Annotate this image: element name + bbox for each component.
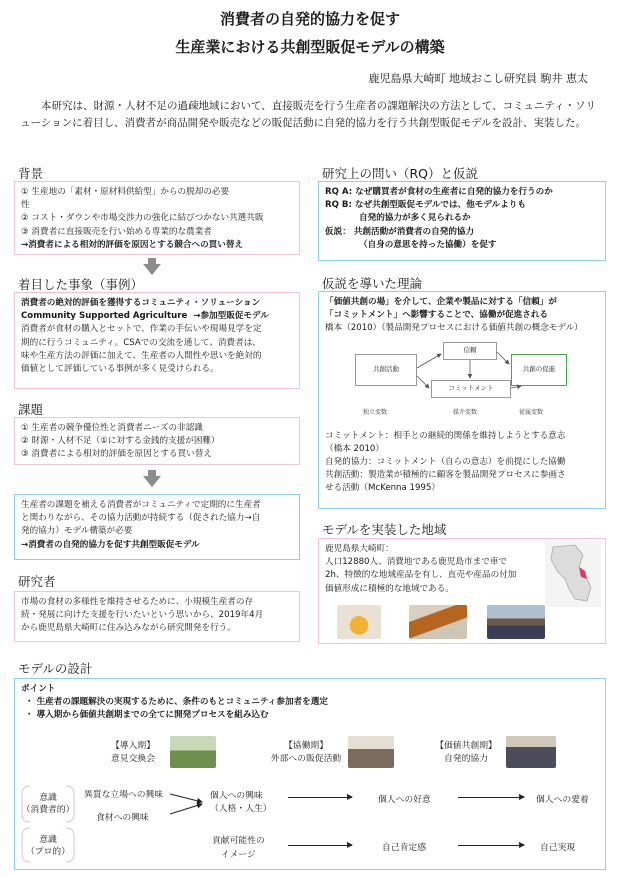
- row-pro-a: 意識: [39, 835, 57, 845]
- region-line1: 鹿児島県大崎町：: [325, 544, 394, 554]
- row-consumer-a: 意識: [39, 793, 57, 803]
- theory-def3: 共創活動：製造業が積極的に顧客を製品開発プロセスに参画さ: [325, 470, 566, 481]
- case-line6: 価値として評価している事例が多く見受けられる。: [21, 364, 219, 375]
- group-photo: [487, 605, 545, 639]
- rq-box: [318, 181, 606, 261]
- model-box: [14, 678, 606, 870]
- diagram-label-independent: 独立変数: [363, 408, 388, 416]
- solution-box: [14, 494, 300, 560]
- case-line3: 消費者が食材の購入とセットで、作業の手伝いや現場見学を定: [21, 324, 262, 335]
- stage-intro: [96, 740, 170, 766]
- intro-photo: [170, 736, 216, 768]
- flow-self-esteem: 自己肯定感: [382, 843, 426, 853]
- background-line4: →消費者による相対的評価を原因とする競合への買い替え: [21, 239, 244, 250]
- collab-photo: [348, 736, 394, 768]
- case-line4: 期的に行うコミュニティ。CSAでの交流を通して、消費者は、: [21, 337, 261, 348]
- flow-interest-food: 食材への興味: [96, 813, 149, 823]
- researcher-box: [14, 591, 300, 642]
- model-point-title: ポイント: [21, 684, 56, 694]
- background-line2: ② コスト・ダウンや市場交渉力の強化に結びつかない共選共販: [21, 213, 264, 224]
- researcher-line2: 続・発展に向けた支援を行いたいという思いから、2019年4月: [21, 610, 264, 621]
- down-arrow-icon: [143, 470, 161, 487]
- hypothesis-label: 仮説：: [325, 226, 351, 237]
- row-consumer: [18, 792, 78, 816]
- model-point2: ・ 導入期から価値共創期までの全てに開発プロセスを組み込む: [25, 710, 269, 721]
- flow-interest-person-b: （人格・人生）: [210, 804, 272, 814]
- row-pro-b: （プロ的）: [26, 847, 70, 857]
- theory-citation: 橋本（2010）（製品開発プロセスにおける価値共創の概念モデル）: [325, 323, 583, 334]
- case-line1: 消費者の絶対的評価を獲得するコミュニティ・ソリューション: [21, 298, 261, 308]
- background-line1: ① 生産地の「素材・原材料供給型」からの脱却の必要: [21, 187, 230, 197]
- hypothesis-text2: （自身の意思を持った協働）を促す: [359, 239, 497, 250]
- theory-diagram: [325, 338, 599, 430]
- flow-liking: 個人への好意: [378, 795, 431, 805]
- down-arrow-icon: [143, 258, 161, 275]
- case-line2a: Community Supported Agriculture: [21, 311, 188, 322]
- flow-arrow: [288, 797, 352, 798]
- diagram-box-commitment: コミットメント: [431, 380, 511, 398]
- solution-line4: →消費者の自発的協力を促す共創型販促モデル: [21, 539, 200, 550]
- theory-quote1: 「価値共創の場」を介して、企業や製品に対する「信頼」が: [325, 297, 557, 307]
- flow-self-realization: 自己実現: [540, 843, 576, 853]
- region-title: モデルを実装した地域: [322, 522, 447, 537]
- page-title-line2: 生産業における共創型販促モデルの構築: [175, 38, 445, 56]
- stage-intro-desc: 意見交換会: [111, 754, 155, 764]
- theory-def1b: （橋本 2010）: [325, 443, 384, 454]
- row-pro: [18, 834, 78, 858]
- issues-line3: ③ 消費者による相対的評価を原因とする買い替え: [21, 449, 212, 460]
- flow-merge-arrows: [168, 788, 208, 818]
- researcher-line3: から鹿児島県大崎町に住み込みながら研究開発を行う。: [21, 623, 236, 634]
- rq-title: 研究上の問い（RQ）と仮説: [322, 166, 479, 181]
- map-image: [545, 541, 601, 607]
- stage-collab-desc: 外部への販促活動: [270, 754, 342, 764]
- flow-contribution-b: イメージ: [220, 850, 256, 860]
- flow-interest-other: 異質な立場への興味: [84, 790, 164, 800]
- model-point1: ・ 生産者の課題解決の実現するために、条件のもとコミュニティ参加者を選定: [25, 697, 328, 708]
- flow-interest-person-a: 個人への興味: [210, 791, 263, 801]
- diagram-label-dependent: 従属変数: [519, 408, 544, 416]
- region-line3: 2h、特徴的な地域産品を有し、直売や産品の付加: [325, 570, 517, 581]
- theory-def3b: せる活動（McKenna 1995）: [325, 483, 440, 494]
- region-line2: 人口12880人、消費地である鹿児島市まで車で: [325, 557, 508, 568]
- issues-line2: ② 財源・人材不足（①に対する金銭的支援が困難）: [21, 436, 220, 447]
- rq-b-text1: なぜ共創型販促モデルでは、他モデルよりも: [354, 200, 526, 211]
- flow-arrow: [288, 845, 352, 846]
- author: 鹿児島県大崎町 地域おこし研究員 駒井 恵太: [368, 72, 588, 85]
- stage-intro-label: 【導入期】: [111, 741, 155, 751]
- value-photo: [506, 736, 556, 768]
- stage-collab-label: 【協働期】: [284, 741, 328, 751]
- stage-value: [426, 740, 506, 766]
- region-line4: 価値形成に積極的な地域である。: [325, 583, 454, 594]
- region-box: [318, 538, 606, 644]
- issues-title: 課題: [18, 402, 44, 417]
- mango-photo: [337, 605, 381, 639]
- diagram-box-trust: 信頼: [443, 342, 497, 360]
- issues-box: [14, 417, 300, 465]
- hypothesis-text1: 共創活動が消費者の自発的協力: [353, 226, 475, 237]
- solution-line1: 生産者の課題を補える消費者がコミュニティで定期的に生産者: [21, 500, 261, 510]
- theory-title: 仮説を導いた理論: [322, 276, 423, 291]
- theory-quote2: 「コミットメント」へ影響することで、協働が促進される: [325, 310, 549, 321]
- theory-def1: コミットメント：相手との継続的関係を維持しようとする意志: [325, 430, 566, 441]
- case-line2b: →参加型販促モデル: [193, 311, 269, 322]
- flow-contribution: [212, 834, 265, 862]
- background-box: [14, 181, 300, 255]
- issues-line1: ① 生産者の競争優位性と消費者ニーズの非認識: [21, 423, 203, 433]
- intro-paragraph: 本研究は、財源・人材不足の過疎地域において、直接販売を行う生産者の課題解決の方法として、コミュニティ・ソリューションに着目し、消費者が商品開発や販売などの販促活動に自発的協力を行う共創型販促モデルを設計、実装した。: [20, 100, 597, 129]
- case-box: [14, 292, 300, 389]
- diagram-label-mediator: 媒介変数: [453, 408, 478, 416]
- solution-line2: と関わりながら、その協力活動が持続する（促された協力→自: [21, 513, 261, 524]
- flow-arrow: [458, 797, 524, 798]
- page-title-line1: 消費者の自発的協力を促す: [219, 10, 400, 28]
- stage-value-desc: 自発的協力: [444, 754, 488, 764]
- rq-b-text2: 自発的協力が多く見られるか: [359, 213, 471, 224]
- rq-a-label: RQ A:: [325, 187, 353, 197]
- background-line3: ③ 消費者に直接販売を行い始める専業的な農業者: [21, 226, 212, 237]
- background-line1b: 性: [21, 200, 30, 211]
- diagram-box-promotion: 共創の促進: [511, 354, 567, 386]
- researcher-line1: 市場の食材の多様性を維持させるために、小規模生産者の存: [21, 597, 254, 607]
- stage-value-label: 【価値共創期】: [435, 741, 497, 751]
- flow-arrow: [458, 845, 524, 846]
- theory-def2: 自発的協力：コミットメント（自らの意志）を前提にした協働: [325, 457, 566, 468]
- case-line5: 味や生産方法の評価に加えて、生産者の人間性や思いを絶対的: [21, 350, 262, 361]
- rq-b-label: RQ B:: [325, 200, 352, 211]
- eel-photo: [409, 605, 467, 639]
- diagram-box-cocreation: 共創活動: [355, 354, 417, 386]
- flow-contribution-a: 貢献可能性の: [212, 836, 265, 846]
- case-title: 着目した事象（事例）: [18, 277, 144, 292]
- stage-collab: [262, 740, 350, 766]
- background-title: 背景: [18, 166, 44, 181]
- model-title: モデルの設計: [18, 661, 93, 676]
- rq-a-text: なぜ購買者が食材の生産者に自発的協力を行うのか: [355, 187, 553, 197]
- theory-box: [318, 291, 606, 509]
- researcher-title: 研究者: [18, 574, 56, 589]
- flow-attachment: 個人への愛着: [536, 795, 589, 805]
- row-consumer-b: （消費者的）: [21, 805, 75, 815]
- solution-line3: 発的協力）モデル構築が必要: [21, 526, 133, 537]
- flow-interest-person: [210, 790, 272, 816]
